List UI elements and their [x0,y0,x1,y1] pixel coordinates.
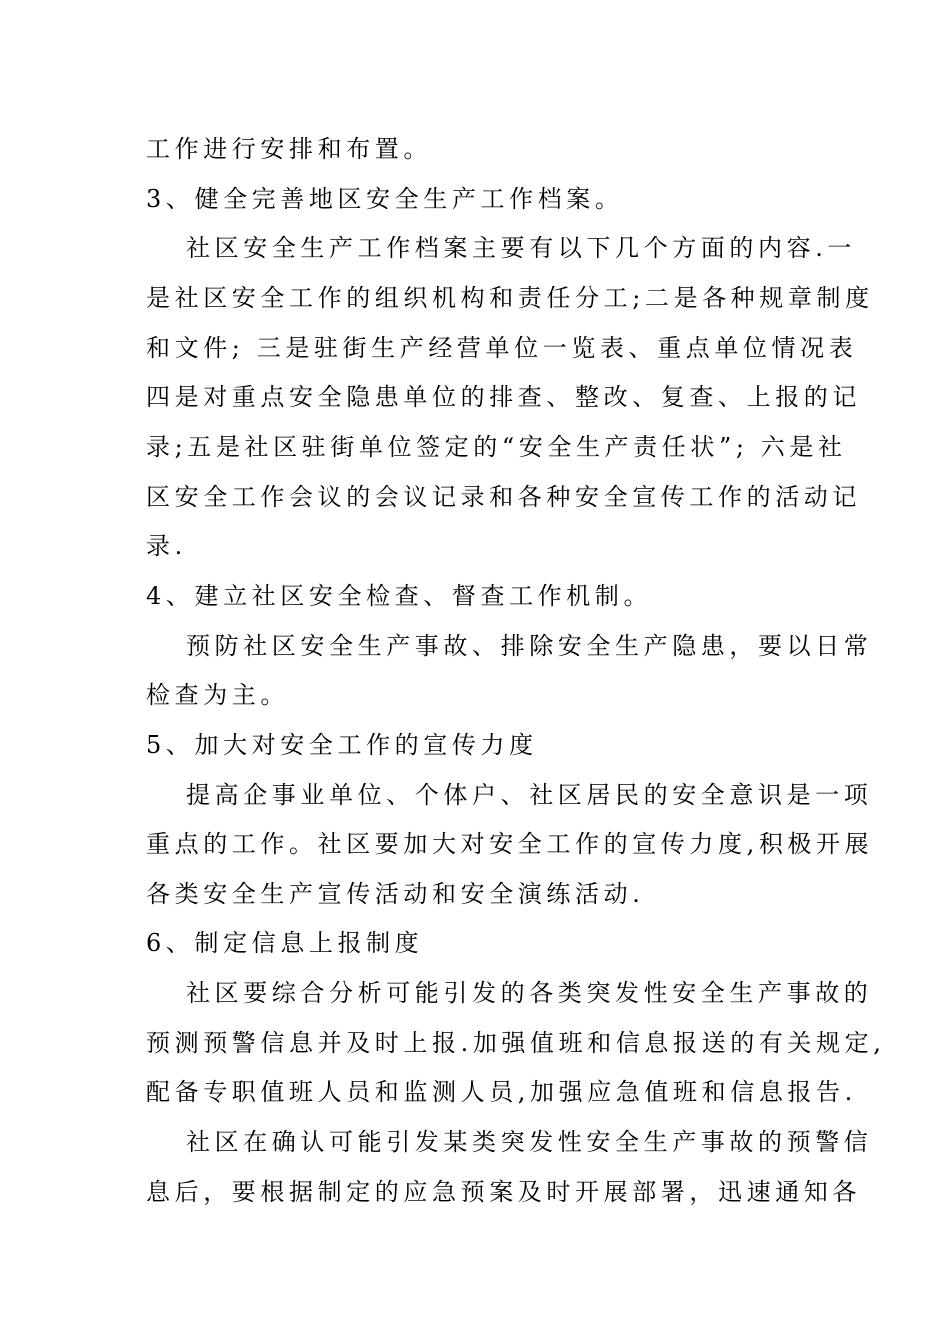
section-heading: 4、建立社区安全检查、督查工作机制。 [146,582,653,610]
text-line: 息后，要根据制定的应急预案及时开展部署，迅速通知各 [146,1178,861,1206]
text-line: 录. [146,532,187,560]
section-heading: 3、健全完善地区安全生产工作档案。 [146,185,624,213]
section-heading: 5、加大对安全工作的宣传力度 [146,731,538,759]
text-line: 重点的工作。社区要加大对安全工作的宣传力度,积极开展 [146,830,874,858]
paragraph-start: 预防社区安全生产事故、排除安全生产隐患，要以日常 [186,632,873,660]
text-line: 区安全工作会议的会议记录和各种安全宣传工作的活动记 [146,483,861,511]
section-heading: 6、制定信息上报制度 [146,929,424,957]
text-line: 预测预警信息并及时上报.加强值班和信息报送的有关规定, [146,1029,886,1057]
text-line: 是社区安全工作的组织机构和责任分工;二是各种规章制度 [146,284,874,312]
paragraph-start: 提高企事业单位、个体户、社区居民的安全意识是一项 [186,781,873,809]
paragraph-start: 社区安全生产工作档案主要有以下几个方面的内容.一 [186,234,857,262]
text-line: 各类安全生产宣传活动和安全演练活动. [146,880,645,908]
paragraph-start: 社区要综合分析可能引发的各类突发性安全生产事故的 [186,979,873,1007]
text-line: 工作进行安排和布置。 [146,135,432,163]
text-line: 四是对重点安全隐患单位的排查、整改、复查、上报的记 [146,383,861,411]
paragraph-start: 社区在确认可能引发某类突发性安全生产事故的预警信 [186,1128,873,1156]
text-line: 检查为主。 [146,681,289,709]
text-line: 和文件; 三是驻街生产经营单位一览表、重点单位情况表 [146,334,858,362]
text-line: 录;五是社区驻街单位签定的“安全生产责任状”; 六是社 [146,433,847,461]
text-line: 配备专职值班人员和监测人员,加强应急值班和信息报告. [146,1078,857,1106]
